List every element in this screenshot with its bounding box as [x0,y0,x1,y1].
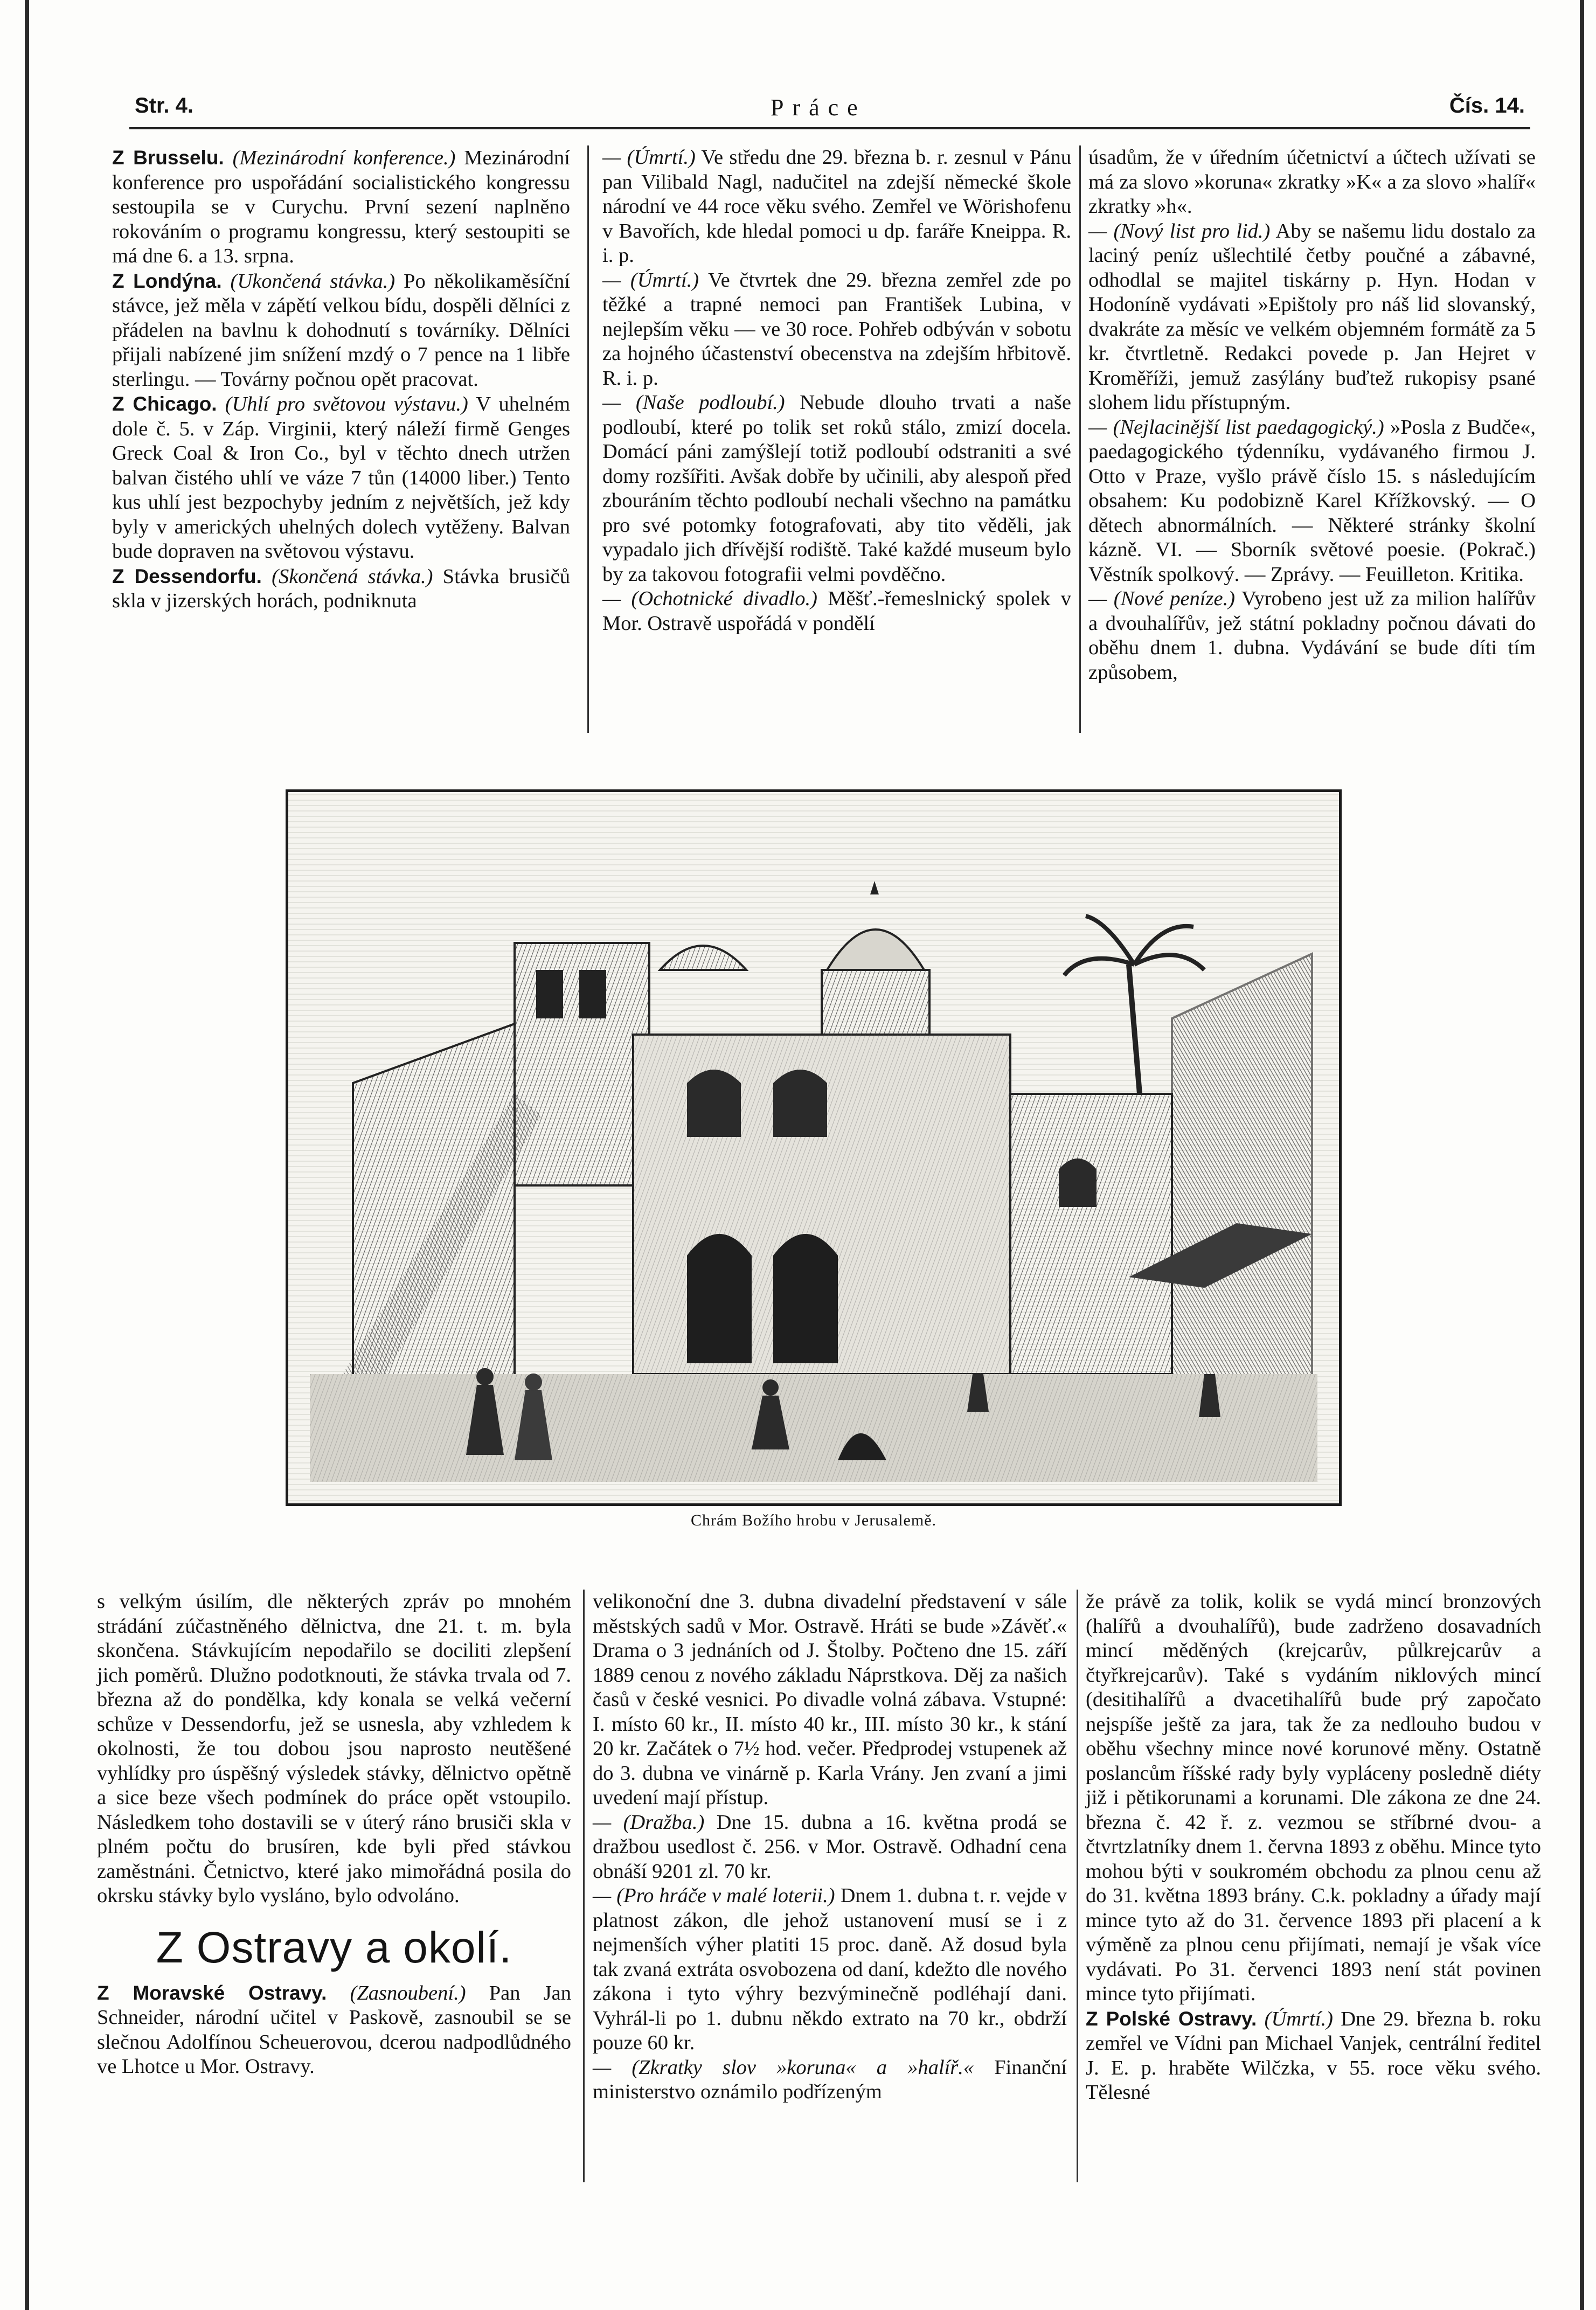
engraving-church-of-holy-sepulchre [286,789,1342,1506]
issue-number: Čís. 14. [1449,94,1525,117]
article: velikonoční dne 3. dubna divadelní představení v sále městských sadů v Mor. Ostravě. Hráti se bude »Závěť.« Drama o 3 jednáních od J. Štolby. Počteno dne 15. září 1889 cenou z nového základu Náprstkova. Děj za našich časů v české vesnici. Po divadle volná zábava. Vstupné: I. místo 60 kr., II. místo 40 kr., III. místo 30 kr., k stání 20 kr. Začátek o 7½ hod. večer. Předprodej vstupenek až do 3. dubna ve vinárně p. Karla Vrány. Jen zvaní a jimi uvedení mají přístup. [593,1590,1067,1809]
column-divider [1079,145,1081,733]
article: — (Nové peníze.) Vyrobeno jest už za milion halířův a dvouhalířův, jež státní pokladny počnou dávati do oběhu dnem 1. dubna. Vydávání se bude díti tím způsobem, [1088,587,1536,684]
article: s velkým úsilím, dle některých zpráv po mnohém strádání zúčastněného dělnictva, dne 21. t. m. byla skončena. Stávkujícím nepodařilo se dociliti zlepšení jich poměrů. Dlužno podotknouti, že stávka trvala od 7. března až do pondělka, kdy konala se velká večerní schůze v Dessendorfu, jež se usnesla, aby vzhledem k okolnosti, že tou dobou jsou naprosto neutěšené vyhlídky pro úspěšný výsledek stávky, dělnictvo opětně a sice beze všech podmínek do práce opět vstoupilo. Následkem toho dostavili se v úterý ráno brusiči skla v plném počtu do brusíren, kde byli před stávkou zaměstnáni. Četnictvo, které jako mimořádná posila do okrsku stávky bylo vysláno, bylo odvoláno. [97,1590,571,1907]
article: Z Brusselu. (Mezinárodní konference.) Mezinárodní konference pro uspořádání socialistického kongressu sestoupila se v Curychu. První sezení naplněno rokováním o programu kongressu, který sestoupiti se má dne 6. a 13. srpna. [112,147,571,267]
article: Z Londýna. (Ukončená stávka.) Po několikaměsíční stávce, jež měla v zápětí velkou bídu, dospěli dělníci z přádelen na bavlnu k dohodnutí s továrníky. Dělníci přijali nabízené jim snížení mzdý o 7 pence na 1 libře sterlingu. — Továrny počnou opět pracovat. [112,269,570,391]
article: — (Pro hráče v malé loterii.) Dnem 1. dubna t. r. vejde v platnost zákon, dle jehož ustanovení musí se i z nejmenších výher platiti 15 proc. daně. Až dosud byla tak zvaná extráta osvobozena od daní, kdežto dle nového zákona i tyto výhry bezvýminečně podléhají dani. Vyhrál-li po 1. dubnu někdo extrato na 70 kr., obdrží pouze 60 kr. [593,1884,1067,2054]
page-number: Str. 4. [135,94,193,117]
engraving-image [288,792,1339,1503]
article: — (Ochotnické divadlo.) Měšť.-řemeslnický spolek v Mor. Ostravě uspořádá v pondělí [602,587,1072,635]
column-divider [583,1590,585,2182]
article: Z Chicago. (Uhlí pro světovou výstavu.) V uhelném dole č. 5. v Záp. Virginii, který náleží firmě Genges Greck Coal & Iron Co., byl v těchto dnech utržen balvan čistého uhlí ve váze 7 tůn (14000 liber.) Tento kus uhlí jest bezpochyby jedním z největších, jež kdy byly v amerických uhelných dolech vytěženy. Balvan bude dopraven na světovou výstavu. [112,393,571,563]
column-top-2 [602,145,1071,636]
article: — (Naše podloubí.) Nebude dlouho trvati a naše podloubí, které po tolik set roků stálo, zmizí docela. Domácí páni zamýšlejí totiž podloubí odstraniti a své domy rozšířiti. Avšak dobře by učinili, aby alespoň před zbouráním těchto podloubí nechali všechno na památku pro své potomky fotografovati, aby tito věděli, jak vypadalo jich dřívější rodiště. Také každé museum bylo by za takovou fotografii velmi povděčno. [602,391,1071,586]
article: — (Úmrtí.) Ve středu dne 29. března b. r. zesnul v Pánu pan Vilibald Nagl, nadučitel na zdejší německé škole národní ve 44 roce věku svého. Zemřel ve Wörishofenu v Bavořích, kde hledal pomoci u dp. faráře Kneippa. R. i. p. [602,146,1071,267]
article: — (Nejlacinější list paedagogický.) »Posla z Budče«, paedagogického týdenníku, vydávaného firmou J. Otto v Praze, vyšlo právě číslo 15. s následujícím obsahem: Ku podobizně Karel Křížkovský. — O dětech abnormálních. — Některé stránky školní kázně. VI. — Sborník světové poesie. (Pokrač.) Věstník spolkový. — Zprávy. — Feuilleton. Kritika. [1088,415,1536,586]
article: — (Zkratky slov »koruna« a »halíř.« Finanční ministerstvo oznámilo podřízeným [593,2056,1067,2103]
column-bottom-1 [97,1590,571,2079]
scan-edge-right [1580,0,1584,2310]
article: Z Moravské Ostravy. (Zasnoubení.) Pan Jan Schneider, národní učitel v Paskově, zasnoubil se se slečnou Adolfínou Scheuerovou, dcerou nadpodlůdného ve Lhotce u Mor. Ostravy. [97,1981,572,2078]
column-top-1 [112,145,570,614]
article: — (Dražba.) Dne 15. dubna a 16. května prodá se dražbou usedlost č. 256. v Mor. Ostravě. Odhadní cena obnáší 9201 zl. 70 kr. [593,1810,1067,1883]
column-divider [1077,1590,1078,2182]
scan-edge-left [25,0,29,2310]
article: Z Polské Ostravy. (Úmrtí.) Dne 29. března b. roku zemřel ve Vídni pan Michael Vanjek, centrální ředitel J. E. p. hraběte Wilčzka, v 55. roce věku svého. Tělesné [1086,2007,1541,2104]
article: — (Úmrtí.) Ve čtvrtek dne 29. března zemřel zde po těžké a trapné nemoci pan František Lubina, v nejlepším věku — ve 30 roce. Pohřeb odbýván v sobotu za hojného účastenství obecenstva na zdejším hřbitově. R. i. p. [602,268,1071,390]
illustration-caption: Chrám Božího hrobu v Jerusalemě. [690,1511,937,1529]
column-bottom-3 [1086,1590,1541,2105]
header-rule [129,127,1530,129]
column-top-3 [1088,145,1536,685]
column-divider [587,145,589,733]
section-title: Z Ostravy a okolí. [156,1923,512,1972]
article: — (Nový list pro lid.) Aby se našemu lidu dostalo za laciný peníz ušlechtilé četby poučné a zábavné, odhodlal se majitel tiskárny p. Hyn. Hodan v Hodoníně vydávati »Epištoly pro náš lid slovanský, dvakráte za měsíc ve velkém objemném formátě za 5 kr. čtvrtletně. Redakci povede p. Jan Hejret v Kroměříži, jemuž zasýlány buďtež rukopisy psané slohem lidu přístupným. [1088,219,1536,414]
column-bottom-2 [593,1590,1067,2105]
newspaper-title: Práce [771,94,866,121]
article: úsadům, že v úředním účetnictví a účtech užívati se má za slovo »koruna« zkratky »K« a za slovo »halíř« zkratky »h«. [1088,146,1536,218]
page-header [129,92,1530,124]
article: že právě za tolik, kolik se vydá mincí bronzových (halířů a dvouhalířů), bude zadrženo dosavadních mincí měděných (krejcarův, půlkrejcarův a čtyřkrejcarův). Také s vydáním niklových mincí (desitihalířů a dvacetihalířů bude prý započato nejspíše ještě za jara, tak že za nedlouho budou v oběhu všechny mince nové korunové měny. Ostatně poslancům říšské rady byly vypláceny posledně diéty již i pětikorunami a korunami. Dle zákona ze dne 24. března č. 42 ř. z. vezmou se stříbrné dvou- a čtvrtzlatníky dnem 1. června 1893 z oběhu. Mince tyto mohou býti v soukromém obchodu za plnou cenu až do 31. května 1893 brány. C.k. pokladny a úřady mají mince tyto až do 31. července 1893 při placení a k výměně za plnou cenu přijímati, nemají je však více vydávati. Po 31. červenci 1893 není stát povinen mince tyto přijímati. [1086,1590,1541,2005]
article: Z Dessendorfu. (Skončená stávka.) Stávka brusičů skla v jizerských horách, podniknuta [112,565,571,612]
